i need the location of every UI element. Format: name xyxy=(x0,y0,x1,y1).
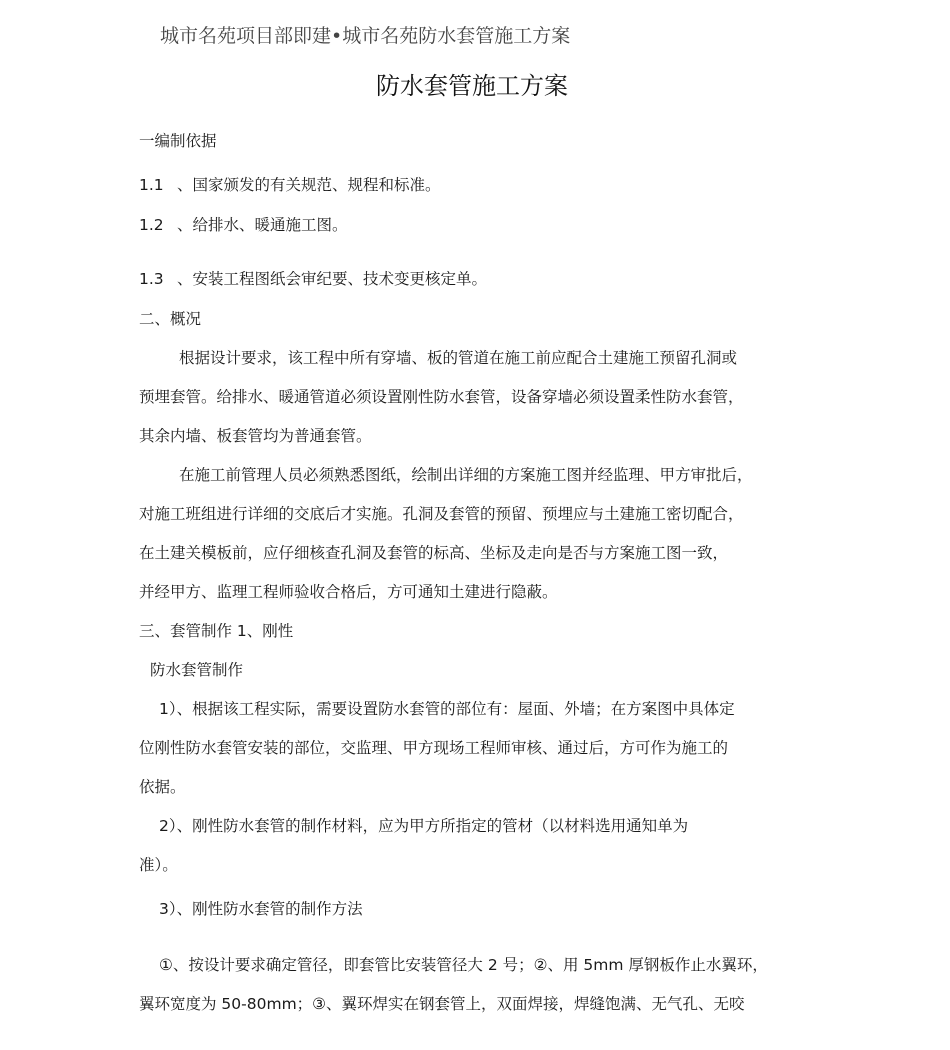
basis-item-1-2 xyxy=(139,215,348,235)
rigid-item1-line3: 依据。 xyxy=(139,778,186,796)
basis-item-1-1 xyxy=(139,175,441,195)
overview-para2-line1: 在施工前管理人员必须熟悉图纸，绘制出详细的方案施工图并经监理、甲方审批后， xyxy=(179,466,753,484)
item-number: 1.3 xyxy=(139,270,164,288)
overview-para2-line3: 在土建关模板前，应仔细核查孔洞及套管的标高、坐标及走向是否与方案施工图一致， xyxy=(139,544,729,562)
item-text: 、安装工程图纸会审纪要、技术变更核定单。 xyxy=(177,270,488,288)
overview-para2-line4: 并经甲方、监理工程师验收合格后，方可通知土建进行隐蔽。 xyxy=(139,583,558,601)
section1-heading: 一编制依据 xyxy=(139,132,217,150)
running-header: 城市名苑项目部即建•城市名苑防水套管施工方案 xyxy=(160,25,571,47)
section3-subheading: 防水套管制作 xyxy=(150,661,244,679)
item-text: 、国家颁发的有关规范、规程和标准。 xyxy=(177,176,441,194)
overview-para1-line2: 预埋套管。给排水、暖通管道必须设置刚性防水套管，设备穿墙必须设置柔性防水套管， xyxy=(139,388,744,406)
overview-para1-line3: 其余内墙、板套管均为普通套管。 xyxy=(139,427,372,445)
rigid-item2-line1: 2）、刚性防水套管的制作材料，应为甲方所指定的管材（以材料选用通知单为 xyxy=(159,817,689,835)
rigid-steps-line1: ①、按设计要求确定管径，即套管比安装管径大 2 号；②、用 5mm 厚钢板作止水翼环， xyxy=(159,956,768,974)
rigid-item3: 3）、刚性防水套管的制作方法 xyxy=(159,900,363,918)
item-number: 1.1 xyxy=(139,176,164,194)
basis-item-1-3 xyxy=(139,269,487,289)
overview-para2-line2: 对施工班组进行详细的交底后才实施。孔洞及套管的预留、预埋应与土建施工密切配合， xyxy=(139,505,744,523)
rigid-item1-line2: 位刚性防水套管安装的部位，交监理、甲方现场工程师审核、通过后，方可作为施工的 xyxy=(139,739,729,757)
item-number: 1.2 xyxy=(139,216,164,234)
rigid-item2-line2: 准）。 xyxy=(139,856,178,874)
overview-para1-line1: 根据设计要求，该工程中所有穿墙、板的管道在施工前应配合土建施工预留孔洞或 xyxy=(179,349,738,367)
section2-heading: 二、概况 xyxy=(139,310,202,328)
section3-heading: 三、套管制作 1、刚性 xyxy=(139,622,294,640)
document-title: 防水套管施工方案 xyxy=(376,72,568,100)
item-text: 、给排水、暖通施工图。 xyxy=(177,216,348,234)
rigid-steps-line2: 翼环宽度为 50-80mm；③、翼环焊实在钢套管上，双面焊接，焊缝饱满、无气孔、无咬 xyxy=(139,995,745,1013)
rigid-item1-line1: 1）、根据该工程实际，需要设置防水套管的部位有：屋面、外墙；在方案图中具体定 xyxy=(159,700,735,718)
